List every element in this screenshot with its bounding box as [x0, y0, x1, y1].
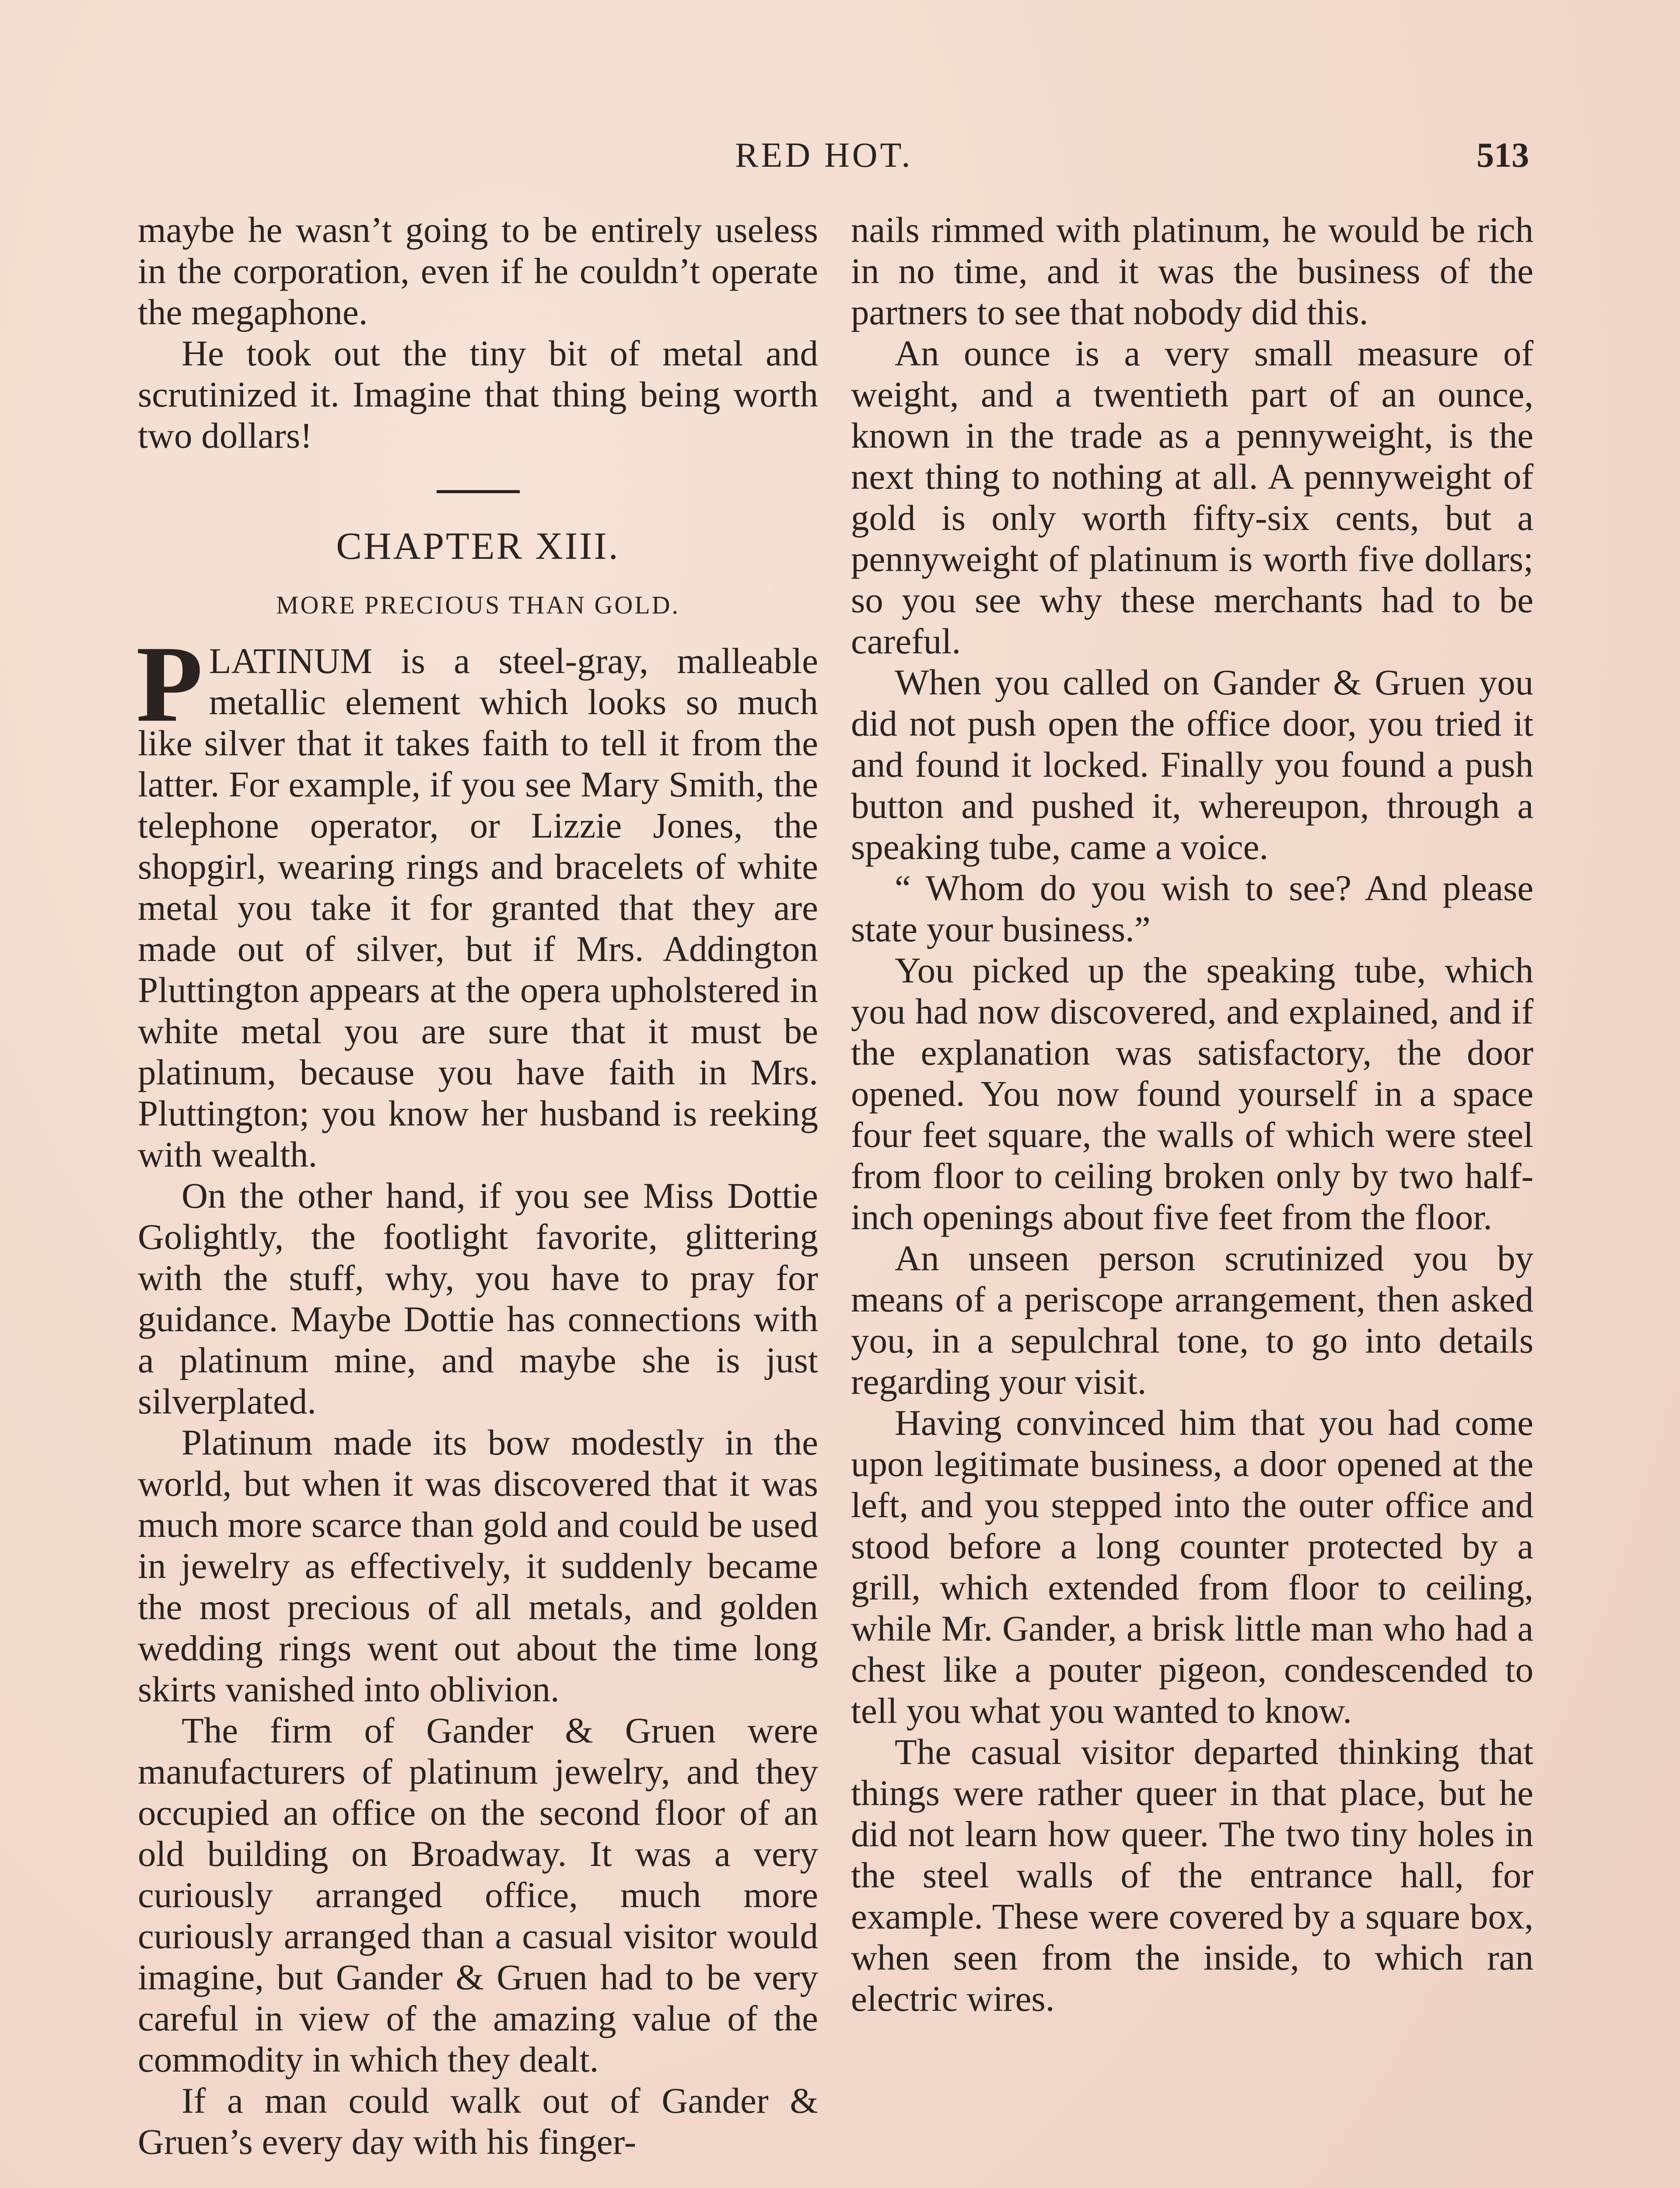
- page-number: 513: [1477, 136, 1529, 175]
- opening-paragraph-text: LATINUM is a steel-gray, malleable metallic element which looks so much like silver that it takes faith to tell it from the latter. For example, if you see Mary Smith, the telephone operator, or Lizzie Jones, the shopgirl, wearing rings and bracelets of white metal you take it for granted that they are made out of silver, but if Mrs. Addington Pluttington appears at the opera upholstered in white metal you are sure that it must be platinum, because you have faith in Mrs. Pluttington; you know her husband is reeking with wealth.: [138, 641, 818, 1175]
- paragraph: maybe he wasn’t going to be entirely useless in the corporation, even if he couldn’t operate the megaphone.: [138, 210, 818, 332]
- paragraph: When you called on Gander & Gruen you did not push open the office door, you tried it and found it locked. Finally you found a push button and pushed it, whereupon, through a speaking tube, came a voice.: [851, 662, 1533, 867]
- right-column: [851, 209, 1533, 2019]
- paragraph: The firm of Gander & Gruen were manufacturers of platinum jewelry, and they occupied an office on the second floor of an old building on Broadway. It was a very curiously arranged office, much more curiously arranged than a casual visitor would imagine, but Gander & Gruen had to be very careful in view of the amazing value of the commodity in which they dealt.: [138, 1710, 818, 2079]
- paragraph: An unseen person scrutinized you by means of a periscope arrangement, then asked you, in a sepulchral tone, to go into details regarding your visit.: [851, 1238, 1533, 1402]
- paragraph: If a man could walk out of Gander & Gruen’s every day with his finger-: [138, 2080, 818, 2162]
- paragraph: “ Whom do you wish to see? And please state your business.”: [851, 868, 1533, 949]
- chapter-subtitle: MORE PRECIOUS THAN GOLD.: [276, 591, 680, 619]
- paragraph: Having convinced him that you had come upon legitimate business, a door opened at the left, and you stepped into the outer office and stood before a long counter protected by a grill, which extended from floor to ceiling, while Mr. Gander, a brisk little man who had a chest like a pouter pigeon, condescended to tell you what you wanted to know.: [851, 1403, 1533, 1731]
- section-divider: [437, 490, 520, 493]
- paragraph: On the other hand, if you see Miss Dottie Golightly, the footlight favorite, glittering with the stuff, why, you have to pray for guidance. Maybe Dottie has connections with a platinum mine, and maybe she is just silverplated.: [138, 1175, 818, 1421]
- paragraph: You picked up the speaking tube, which you had now discovered, and explained, and if the explanation was satisfactory, the door opened. You now found yourself in a space four feet square, the walls of which were steel from floor to ceiling broken only by two half-inch openings about five feet from the floor.: [851, 950, 1533, 1237]
- left-column: [138, 209, 818, 2162]
- running-head: RED HOT.: [735, 136, 913, 175]
- paragraph: nails rimmed with platinum, he would be rich in no time, and it was the business of the partners to see that nobody did this.: [851, 210, 1533, 332]
- paragraph: The casual visitor departed thinking that things were rather queer in that place, but he did not learn how queer. The two tiny holes in the steel walls of the entrance hall, for example. These were covered by a square box, when seen from the inside, to which ran electric wires.: [851, 1732, 1533, 2019]
- paragraph: He took out the tiny bit of metal and scrutinized it. Imagine that thing being worth two dollars!: [138, 333, 818, 456]
- chapter-title: CHAPTER XIII.: [336, 525, 620, 568]
- opening-paragraph: [136, 624, 818, 1175]
- paragraph: An ounce is a very small measure of weight, and a twentieth part of an ounce, known in the trade as a pennyweight, is the next thing to nothing at all. A pennyweight of gold is only worth fifty-six cents, but a pennyweight of platinum is worth five dollars; so you see why these merchants had to be careful.: [851, 333, 1533, 661]
- drop-cap: P: [136, 624, 203, 745]
- paragraph: Platinum made its bow modestly in the world, but when it was discovered that it was much more scarce than gold and could be used in jewelry as effectively, it suddenly became the most precious of all metals, and golden wedding rings went out about the time long skirts vanished into oblivion.: [138, 1422, 818, 1709]
